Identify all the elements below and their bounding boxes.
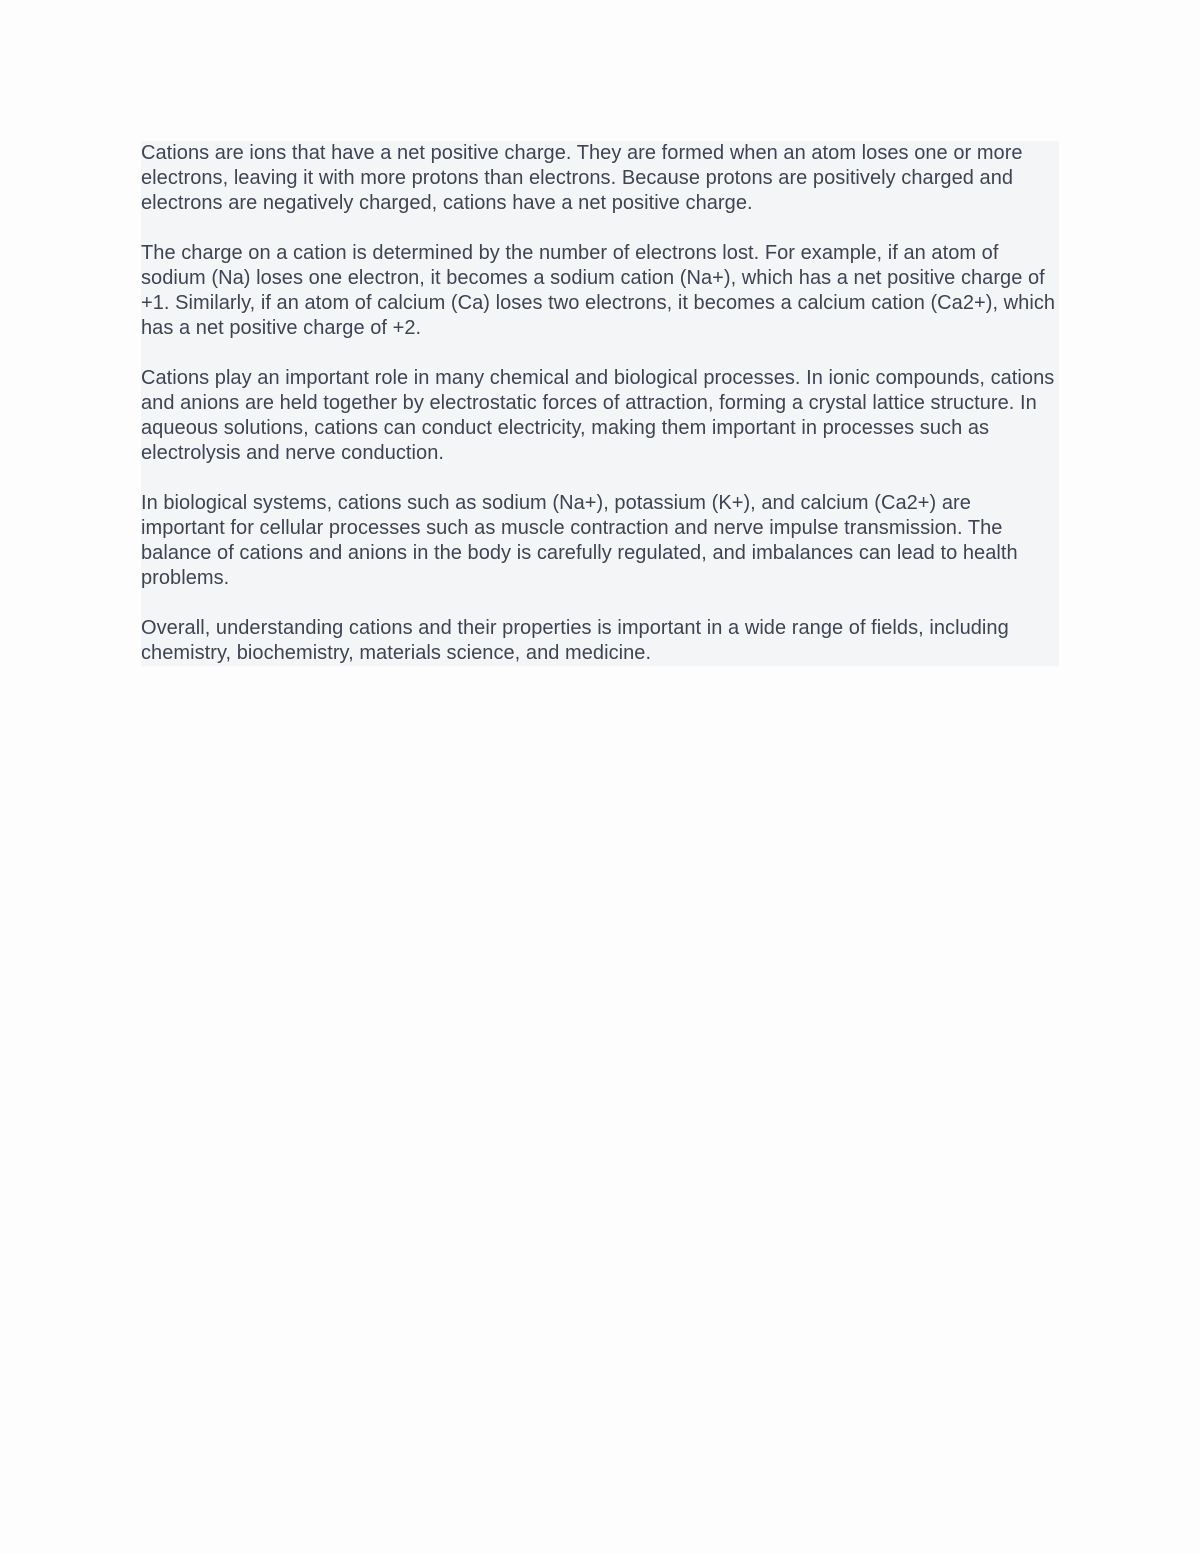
paragraph-1: Cations are ions that have a net positive charge. They are formed when an atom loses one or more electrons, leaving it with more protons than electrons. Because protons are positively charged and electrons are negatively charged, cations have a net positive charge. bbox=[141, 142, 1023, 214]
text-block bbox=[141, 141, 1059, 666]
paragraph-4: In biological systems, cations such as sodium (Na+), potassium (K+), and calcium (Ca2+) are important for cellular processes such as muscle contraction and nerve impulse transmission. The balance of cations and anions in the body is carefully regulated, and imbalances can lead to health problems. bbox=[141, 492, 1018, 589]
paragraph-5: Overall, understanding cations and their properties is important in a wide range of fields, including chemistry, biochemistry, materials science, and medicine. bbox=[141, 617, 1009, 664]
paragraph-3: Cations play an important role in many chemical and biological processes. In ionic compounds, cations and anions are held together by electrostatic forces of attraction, forming a crystal lattice structure. In aqueous solutions, cations can conduct electricity, making them important in processes such as electrolysis and nerve conduction. bbox=[141, 367, 1055, 464]
paragraph-2: The charge on a cation is determined by the number of electrons lost. For example, if an atom of sodium (Na) loses one electron, it becomes a sodium cation (Na+), which has a net positive charge of +1. Similarly, if an atom of calcium (Ca) loses two electrons, it becomes a calcium cation (Ca2+), which has a net positive charge of +2. bbox=[141, 242, 1056, 339]
